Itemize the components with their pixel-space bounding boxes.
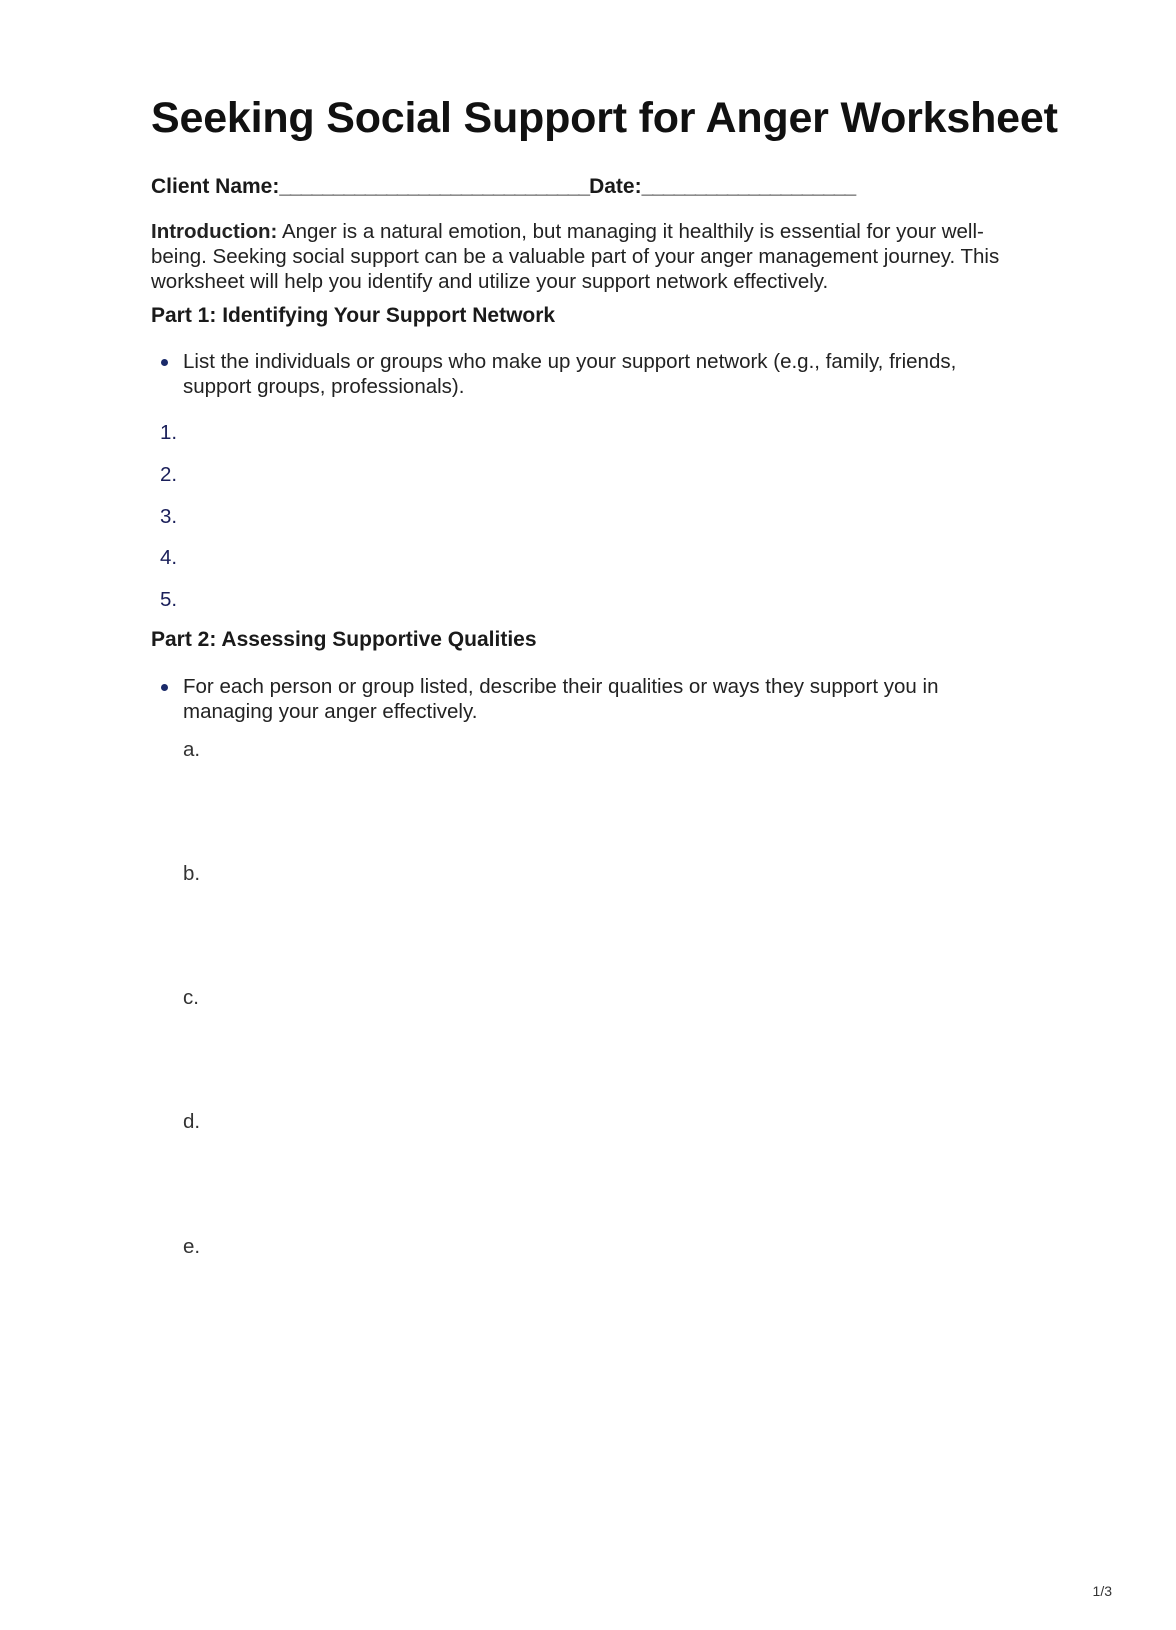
part2-item-d: d. (183, 1110, 201, 1133)
part2-item-c: c. (183, 986, 199, 1009)
date-label: Date: (589, 175, 642, 198)
part1-item-3: 3. (160, 505, 178, 528)
part1-bullet-text: List the individuals or groups who make up your support network (e.g., family, friends, support groups, professionals). (183, 350, 957, 398)
page-title: Seeking Social Support for Anger Worksheet (151, 94, 1058, 142)
bullet-icon (161, 359, 168, 366)
part2-item-e: e. (183, 1235, 201, 1258)
introduction-lead: Introduction: (151, 220, 278, 243)
introduction-paragraph (151, 219, 1021, 294)
part1-item-1: 1. (160, 421, 178, 444)
part1-item-2: 2. (160, 463, 178, 486)
introduction-text: Anger is a natural emotion, but managing it healthily is essential for your well-being. Seeking social support can be a valuable part of your anger management journey. This worksheet will help you identify and utilize your support network effectively. (151, 220, 1000, 293)
bullet-icon (161, 684, 168, 691)
part1-heading: Part 1: Identifying Your Support Network (151, 304, 556, 327)
part2-heading: Part 2: Assessing Supportive Qualities (151, 628, 537, 651)
page-number: 1/3 (1092, 1583, 1112, 1599)
part2-item-a: a. (183, 738, 201, 761)
date-field[interactable]: ____________________ (641, 175, 856, 198)
part2-item-b: b. (183, 862, 201, 885)
part2-bullet-text: For each person or group listed, describe their qualities or ways they support you in managing your anger effectively. (183, 675, 939, 723)
part1-item-4: 4. (160, 546, 178, 569)
client-name-label: Client Name: (151, 175, 280, 198)
client-date-line (151, 175, 855, 199)
client-name-field[interactable]: _____________________________ (279, 175, 590, 198)
part1-item-5: 5. (160, 588, 178, 611)
